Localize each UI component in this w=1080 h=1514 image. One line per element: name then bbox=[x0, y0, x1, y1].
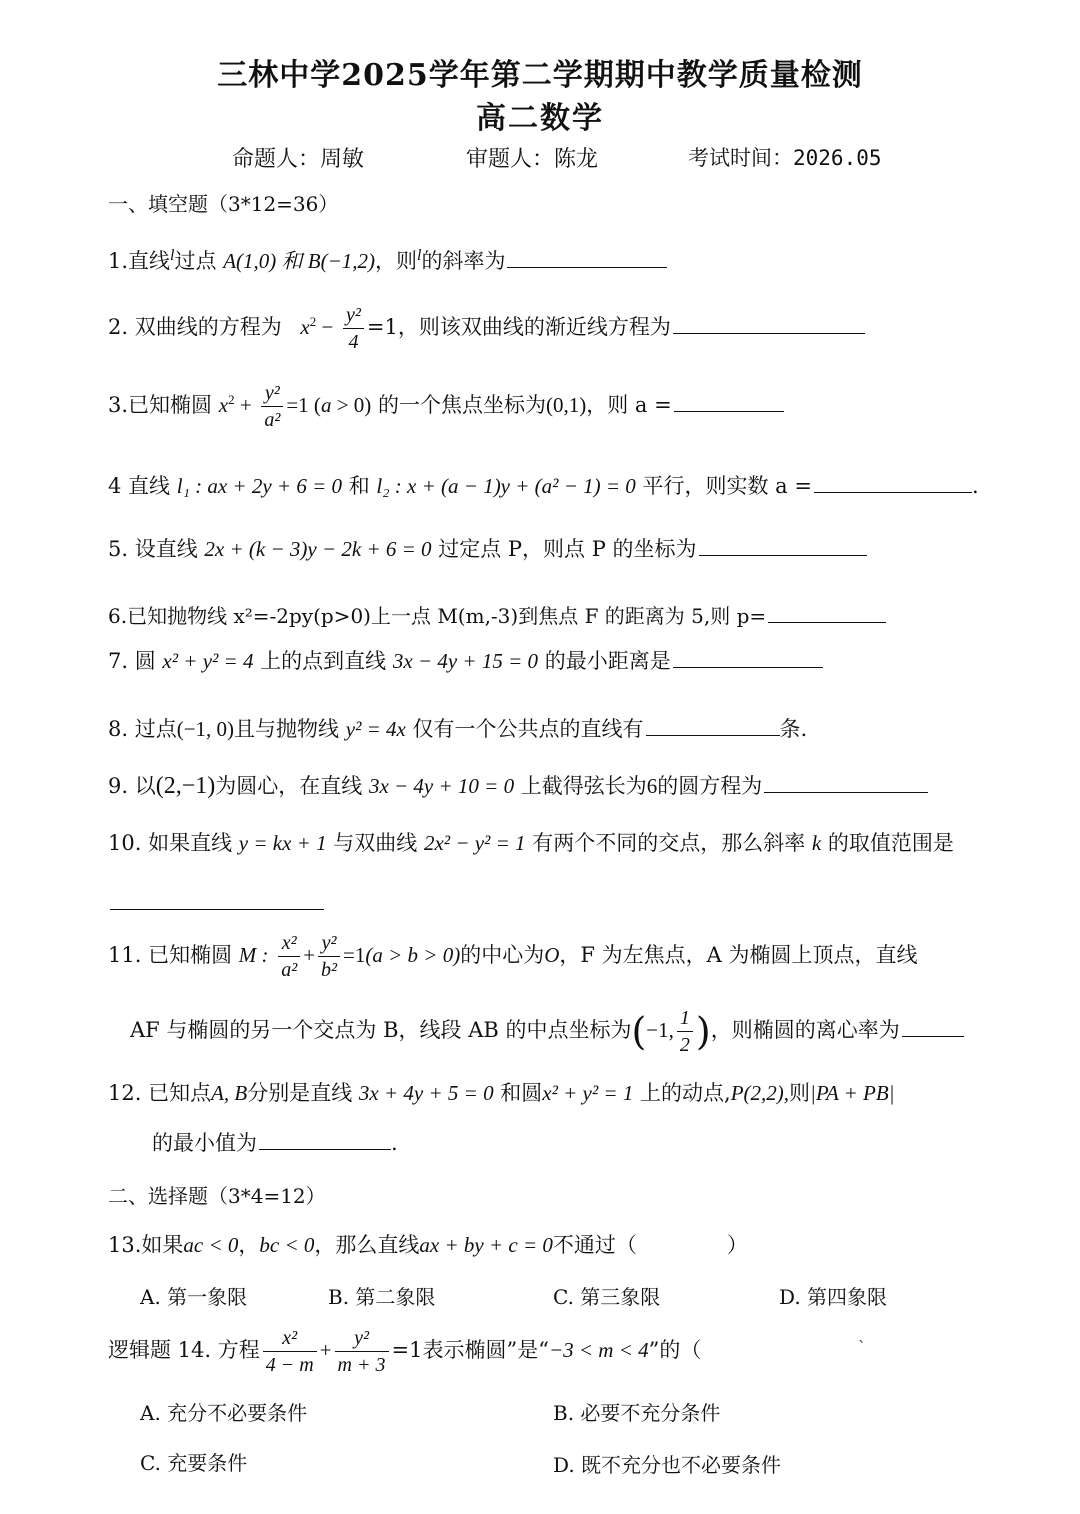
q9-mid: 为圆心，在直线 bbox=[215, 774, 363, 798]
q2-frac-den: 4 bbox=[348, 331, 359, 353]
q1-post: ，则 bbox=[375, 249, 417, 273]
answer-blank[interactable] bbox=[507, 266, 667, 268]
q4-line1: l₁ : ax + 2y + 6 = 0 bbox=[176, 474, 343, 498]
q11-focus: ，F 为左焦点，A 为椭圆上顶点，直线 bbox=[559, 943, 918, 967]
q10-post: 有两个不同的交点，那么斜率 bbox=[532, 831, 806, 855]
q10-k: k bbox=[811, 831, 822, 855]
q14-option-d[interactable]: D. 既不充分也不必要条件 bbox=[553, 1453, 782, 1477]
q8-point: (−1, 0) bbox=[176, 717, 235, 741]
exam-subject: 高二数学 bbox=[476, 101, 604, 136]
q4-line2: l₂ : x + (a − 1)y + (a² − 1) = 0 bbox=[376, 474, 636, 498]
q8-mid: 且与抛物线 bbox=[234, 717, 340, 741]
stray-mark: ` bbox=[858, 1338, 866, 1357]
q2-frac-num: y² bbox=[343, 302, 364, 329]
q1-post2: 的斜率为 bbox=[421, 249, 506, 273]
q11-O: O bbox=[544, 943, 560, 967]
q2-x2: $x^2$ − bbox=[300, 314, 334, 339]
q11-frac-y-den: b² bbox=[321, 959, 338, 981]
q10-pre: 10. 如果直线 bbox=[108, 831, 233, 855]
q14-option-b[interactable]: B. 必要不充分条件 bbox=[553, 1401, 721, 1425]
answer-blank[interactable] bbox=[764, 791, 928, 793]
q11-frac-y-num: y² bbox=[318, 930, 340, 957]
q12-then: 则 bbox=[789, 1081, 811, 1105]
q2-fraction bbox=[343, 302, 364, 355]
answer-blank[interactable] bbox=[674, 410, 784, 412]
question-13 bbox=[108, 1229, 748, 1259]
question-5 bbox=[108, 533, 867, 563]
q7-pre: 7. 圆 bbox=[108, 649, 156, 673]
q9-center: (2,−1) bbox=[155, 773, 216, 799]
q4-pre: 4 直线 bbox=[108, 474, 171, 498]
q3-x2: $x^2$ + bbox=[218, 392, 252, 417]
answer-blank[interactable] bbox=[814, 491, 972, 493]
question-3 bbox=[108, 380, 784, 433]
question-8 bbox=[108, 713, 807, 743]
q5-mid: 过定点 P，则点 P 的坐标为 bbox=[438, 537, 697, 561]
q11-half-den: 2 bbox=[679, 1034, 690, 1056]
q12-circle: x² + y² = 1 bbox=[542, 1081, 634, 1105]
q4-post: 平行，则实数 a = bbox=[642, 474, 812, 498]
q14-frac-y-den: m + 3 bbox=[337, 1354, 386, 1376]
q13-pre: 13.如果 bbox=[108, 1233, 184, 1257]
q12-mid: 分别是直线 bbox=[247, 1081, 353, 1105]
answer-blank[interactable] bbox=[259, 1148, 391, 1150]
q12-line2-text: 的最小值为 bbox=[152, 1131, 257, 1155]
question-12-line2 bbox=[152, 1127, 398, 1157]
q11-fraction-x bbox=[278, 930, 300, 983]
q11-frac-x-num: x² bbox=[278, 930, 300, 957]
q8-end: 条. bbox=[779, 717, 808, 741]
answer-blank[interactable] bbox=[902, 1035, 964, 1037]
answer-blank[interactable] bbox=[673, 332, 865, 334]
q11-mid: 的中心为 bbox=[460, 943, 545, 967]
q9-post: 上截得弦长为 bbox=[520, 774, 647, 798]
q10-mid: 与双曲线 bbox=[333, 831, 418, 855]
q6-text: 6.已知抛物线 x²=-2py(p>0)上一点 M(m,-3)到焦点 F 的距离为 5,则 p= bbox=[108, 604, 767, 628]
q14-end: ”的（ bbox=[648, 1338, 702, 1362]
q3-end: ，则 a = bbox=[586, 393, 672, 417]
q7-mid: 上的点到直线 bbox=[260, 649, 387, 673]
q8-pre: 8. 过点 bbox=[108, 717, 177, 741]
q14-fraction-x bbox=[263, 1325, 317, 1378]
answer-blank[interactable] bbox=[673, 666, 823, 668]
q1-pre: 1.直线 bbox=[108, 249, 171, 273]
section-choice-title: 二、选择题（3*4=12） bbox=[108, 1184, 326, 1208]
q3-post: 的一个焦点坐标为 bbox=[377, 393, 546, 417]
question-11: 11. 已知椭圆 M : $\frac{\text{x²}}{\text{a²}}$ + $\frac{\text{y²}}{\text{b²}}$ =1(a > b > 0)的中心为O，F 为左焦点，A 为椭圆上顶点，直线 bbox=[108, 932, 918, 981]
q12-and: 和圆 bbox=[500, 1081, 543, 1105]
q11-pre: 11. 已知椭圆 bbox=[108, 943, 233, 967]
q13-sep: ， bbox=[238, 1233, 260, 1257]
q3-fraction bbox=[261, 380, 283, 433]
q3-frac-num: y² bbox=[261, 380, 283, 407]
q5-pre: 5. 设直线 bbox=[108, 537, 198, 561]
q1-l2: l bbox=[417, 247, 422, 264]
q5-line: 2x + (k − 3)y − 2k + 6 = 0 bbox=[204, 537, 432, 561]
q3-eq: =1 (a > 0) bbox=[286, 393, 372, 417]
q2-post: =1，则该双曲线的渐近线方程为 bbox=[366, 315, 671, 339]
q14-condition: −3 < m < 4 bbox=[548, 1338, 649, 1362]
q13-option-c[interactable]: C. 第三象限 bbox=[553, 1285, 661, 1309]
q1-points: A(1,0) 和 B(−1,2) bbox=[223, 249, 375, 273]
question-12 bbox=[108, 1077, 895, 1107]
q10-line: y = kx + 1 bbox=[238, 831, 327, 855]
q14-option-a[interactable]: A. 充分不必要条件 bbox=[140, 1401, 308, 1425]
q12-pre: 12. 已知点 bbox=[108, 1081, 212, 1105]
answer-blank[interactable] bbox=[646, 734, 780, 736]
exam-author: 命题人：周敏 bbox=[232, 147, 365, 172]
q11-M: M : bbox=[238, 943, 269, 967]
q14-frac-x-den: 4 − m bbox=[265, 1354, 314, 1376]
q11-half-num: 1 bbox=[677, 1005, 693, 1032]
q7-post: 的最小距离是 bbox=[544, 649, 671, 673]
q14-pre: 逻辑题 14. 方程 bbox=[108, 1338, 260, 1362]
q9-length: 6 bbox=[646, 774, 658, 798]
q2-pre: 2. 双曲线的方程为 bbox=[108, 315, 282, 339]
q8-post: 仅有一个公共点的直线有 bbox=[412, 717, 644, 741]
q10-hyperbola: 2x² − y² = 1 bbox=[423, 831, 526, 855]
q11-fraction-y bbox=[318, 930, 340, 983]
q9-line: 3x − 4y + 10 = 0 bbox=[368, 774, 515, 798]
question-11-line2: AF 与椭圆的另一个交点为 B，线段 AB 的中点坐标为(−1, $\frac{1}{2}$ )，则椭圆的离心率为 bbox=[130, 1005, 964, 1058]
q1-l: l bbox=[170, 247, 175, 264]
q12-P: P(2,2), bbox=[730, 1081, 790, 1105]
question-4 bbox=[108, 470, 979, 500]
q7-line: 3x − 4y + 15 = 0 bbox=[392, 649, 539, 673]
q14-post: =1表示椭圆”是“ bbox=[391, 1338, 549, 1362]
q11-line2-end: ，则椭圆的离心率为 bbox=[710, 1018, 900, 1042]
q3-point: (0,1) bbox=[545, 393, 587, 417]
q4-end: . bbox=[971, 474, 979, 498]
q8-parabola: y² = 4x bbox=[345, 717, 406, 741]
q9-pre: 9. 以 bbox=[108, 774, 156, 798]
q9-end: 的圆方程为 bbox=[657, 774, 763, 798]
question-7 bbox=[108, 645, 823, 675]
q7-circle: x² + y² = 4 bbox=[162, 649, 254, 673]
q12-post: 上的动点, bbox=[640, 1081, 731, 1105]
question-1 bbox=[108, 245, 667, 275]
q11-frac-x-den: a² bbox=[281, 959, 298, 981]
q13-option-b[interactable]: B. 第二象限 bbox=[328, 1285, 436, 1309]
q12-line: 3x + 4y + 5 = 0 bbox=[358, 1081, 494, 1105]
q14-frac-y-num: y² bbox=[335, 1325, 389, 1352]
q13-post: 不通过（ bbox=[552, 1233, 637, 1257]
q13-cond1: ac < 0 bbox=[183, 1233, 239, 1257]
q11-line2-text: AF 与椭圆的另一个交点为 B，线段 AB 的中点坐标为 bbox=[130, 1018, 632, 1042]
q13-option-d[interactable]: D. 第四象限 bbox=[779, 1285, 888, 1309]
q14-frac-x-num: x² bbox=[263, 1325, 317, 1352]
q3-pre: 3.已知椭圆 bbox=[108, 393, 213, 417]
question-9 bbox=[108, 770, 928, 800]
q13-mid: ，那么直线 bbox=[314, 1233, 420, 1257]
q12-AB: A, B bbox=[211, 1081, 248, 1105]
q13-end: ） bbox=[726, 1233, 748, 1257]
exam-reviewer: 审题人：陈龙 bbox=[466, 147, 599, 172]
q10-end: 的取值范围是 bbox=[827, 831, 954, 855]
q14-fraction-y bbox=[335, 1325, 389, 1378]
q4-and: 和 bbox=[348, 474, 370, 498]
exam-time: 考试时间：2026.05 bbox=[688, 146, 882, 170]
question-10 bbox=[108, 827, 954, 857]
q13-option-a[interactable]: A. 第一象限 bbox=[140, 1285, 248, 1309]
q13-cond2: bc < 0 bbox=[259, 1233, 315, 1257]
question-14: 逻辑题 14. 方程 $\frac{\text{x²}}{4 - m}$ + $\frac{\text{y²}}{m + 3}$ =1表示椭圆”是“−3 < m < 4”的（ bbox=[108, 1327, 702, 1376]
q12-vector-expression: |PA + PB| bbox=[810, 1081, 895, 1105]
q11-midpoint: −1, bbox=[646, 1018, 674, 1042]
q11-condition: (a > b > 0) bbox=[365, 943, 461, 967]
answer-blank[interactable] bbox=[768, 621, 886, 623]
answer-blank[interactable] bbox=[110, 908, 324, 910]
q12-end: . bbox=[391, 1131, 398, 1155]
q1-mid: 过点 bbox=[174, 249, 217, 273]
q14-option-c[interactable]: C. 充要条件 bbox=[140, 1451, 248, 1475]
q13-line: ax + by + c = 0 bbox=[419, 1233, 553, 1257]
exam-title: 三林中学2025学年第二学期期中教学质量检测 bbox=[217, 58, 863, 93]
question-6 bbox=[108, 600, 886, 629]
section-fill-blank-title: 一、填空题（3*12=36） bbox=[108, 192, 339, 216]
question-2 bbox=[108, 302, 865, 355]
q3-frac-den: a² bbox=[264, 409, 281, 431]
q11-midpoint-fraction bbox=[677, 1005, 693, 1058]
answer-blank[interactable] bbox=[699, 554, 867, 556]
